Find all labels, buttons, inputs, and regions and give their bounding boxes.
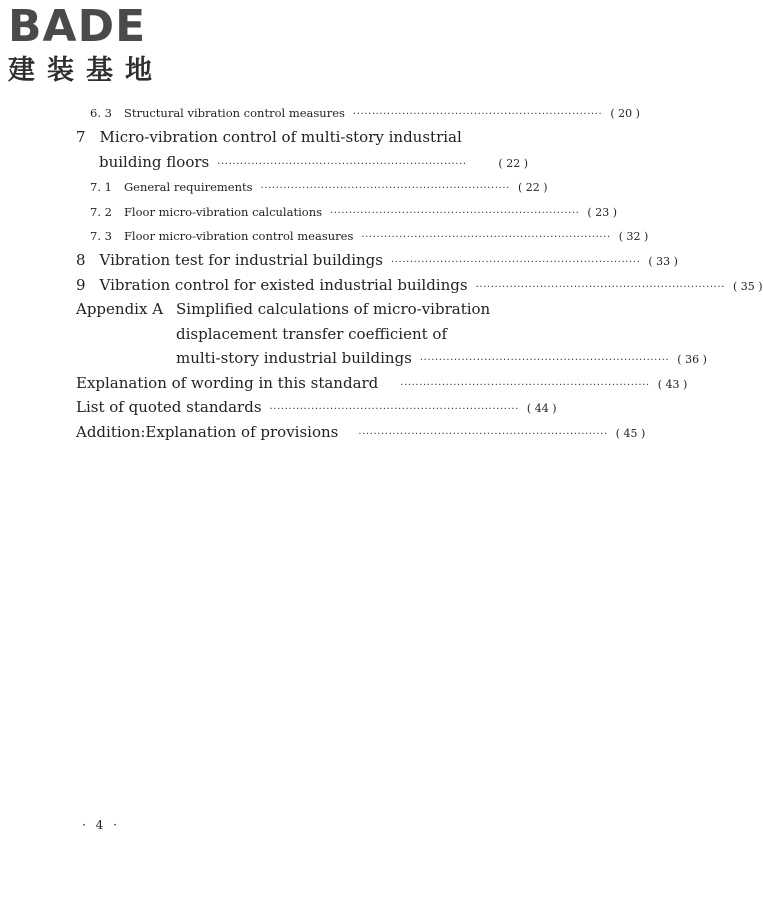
toc-entry-title: General requirements: [123, 180, 253, 194]
toc-entry-9[interactable]: [76, 276, 763, 294]
dot-leader: ··································································: [330, 208, 580, 219]
toc-entry-list-of-quoted-standards[interactable]: [76, 398, 557, 416]
dot-leader: ··································································: [419, 355, 670, 366]
dot-leader: ··································································: [260, 183, 510, 194]
toc-entry-7-2[interactable]: [90, 205, 617, 219]
toc-entry-appendix-a[interactable]: [176, 349, 707, 367]
toc-entry-number: 7. 1: [90, 180, 112, 194]
dot-leader: ··································································: [400, 380, 650, 391]
dot-leader: ··································································: [217, 159, 467, 170]
toc-entry-page: ( 35 ): [732, 280, 763, 293]
toc-entry-page: ( 36 ): [677, 353, 707, 366]
toc-entry-title-line3: multi-story industrial buildings: [176, 349, 412, 367]
logo-latin-text: BADE: [8, 1, 147, 52]
toc-appendix-a-title-line1[interactable]: Simplified calculations of micro-vibration: [176, 300, 491, 318]
dot-leader: ··································································: [361, 232, 611, 243]
toc-entry-title: Vibration test for industrial buildings: [99, 251, 383, 269]
toc-entry-number: 9: [76, 276, 86, 294]
logo-chinese-text: 建装基地: [8, 55, 164, 86]
toc-entry-title: Structural vibration control measures: [123, 106, 345, 120]
toc-entry-number: 7. 3: [90, 229, 112, 243]
toc-entry-page: ( 23 ): [587, 206, 617, 219]
toc-entry-page: ( 33 ): [648, 255, 678, 268]
toc-entry-number: 7. 2: [90, 205, 112, 219]
toc-entry-page: ( 32 ): [618, 230, 649, 243]
toc-entry-addition[interactable]: [76, 423, 646, 441]
toc-entry-title: List of quoted standards: [76, 398, 262, 416]
toc-entry-number: 8: [76, 251, 86, 269]
dot-leader: ··································································: [269, 404, 519, 415]
toc-entry-title: Vibration control for existed industrial buildings: [99, 276, 468, 294]
toc-entry-7-continued[interactable]: [99, 153, 528, 171]
toc-entry-title: Floor micro-vibration calculations: [123, 205, 323, 219]
toc-entry-page: ( 45 ): [615, 427, 646, 440]
toc-entry-title-line1: Micro-vibration control of multi-story industrial: [99, 128, 462, 146]
dot-leader: ··································································: [358, 429, 608, 440]
toc-entry-number: 7: [76, 128, 86, 146]
toc-entry-7-3[interactable]: [90, 229, 649, 243]
toc-entry-page: ( 22 ): [517, 181, 548, 194]
toc-entry-page: ( 20 ): [610, 107, 640, 120]
toc-entry-title-line2: building floors: [99, 153, 210, 171]
toc-entry-7[interactable]: [76, 128, 528, 146]
toc-entry-title: Floor micro-vibration control measures: [123, 229, 354, 243]
toc-entry-page: ( 44 ): [526, 402, 557, 415]
toc-appendix-a-title-line2[interactable]: displacement transfer coefficient of: [176, 325, 448, 343]
toc-entry-page: ( 22 ): [498, 157, 528, 170]
toc-entry-8[interactable]: [76, 251, 678, 269]
toc-entry-title: Explanation of wording in this standard: [76, 374, 379, 392]
toc-entry-7-1[interactable]: [90, 180, 548, 194]
page-number: · 4 ·: [82, 818, 120, 832]
dot-leader: ··································································: [475, 282, 725, 293]
toc-appendix-a-label: Appendix A: [76, 300, 164, 318]
toc-entry-title: Addition:Explanation of provisions: [76, 423, 339, 441]
toc-entry-explanation-of-wording[interactable]: [76, 374, 688, 392]
dot-leader: ··································································: [352, 109, 603, 120]
dot-leader: ··································································: [390, 257, 641, 268]
toc-entry-6-3[interactable]: [90, 106, 640, 120]
toc-entry-number: 6. 3: [90, 106, 112, 120]
toc-entry-page: ( 43 ): [657, 378, 688, 391]
